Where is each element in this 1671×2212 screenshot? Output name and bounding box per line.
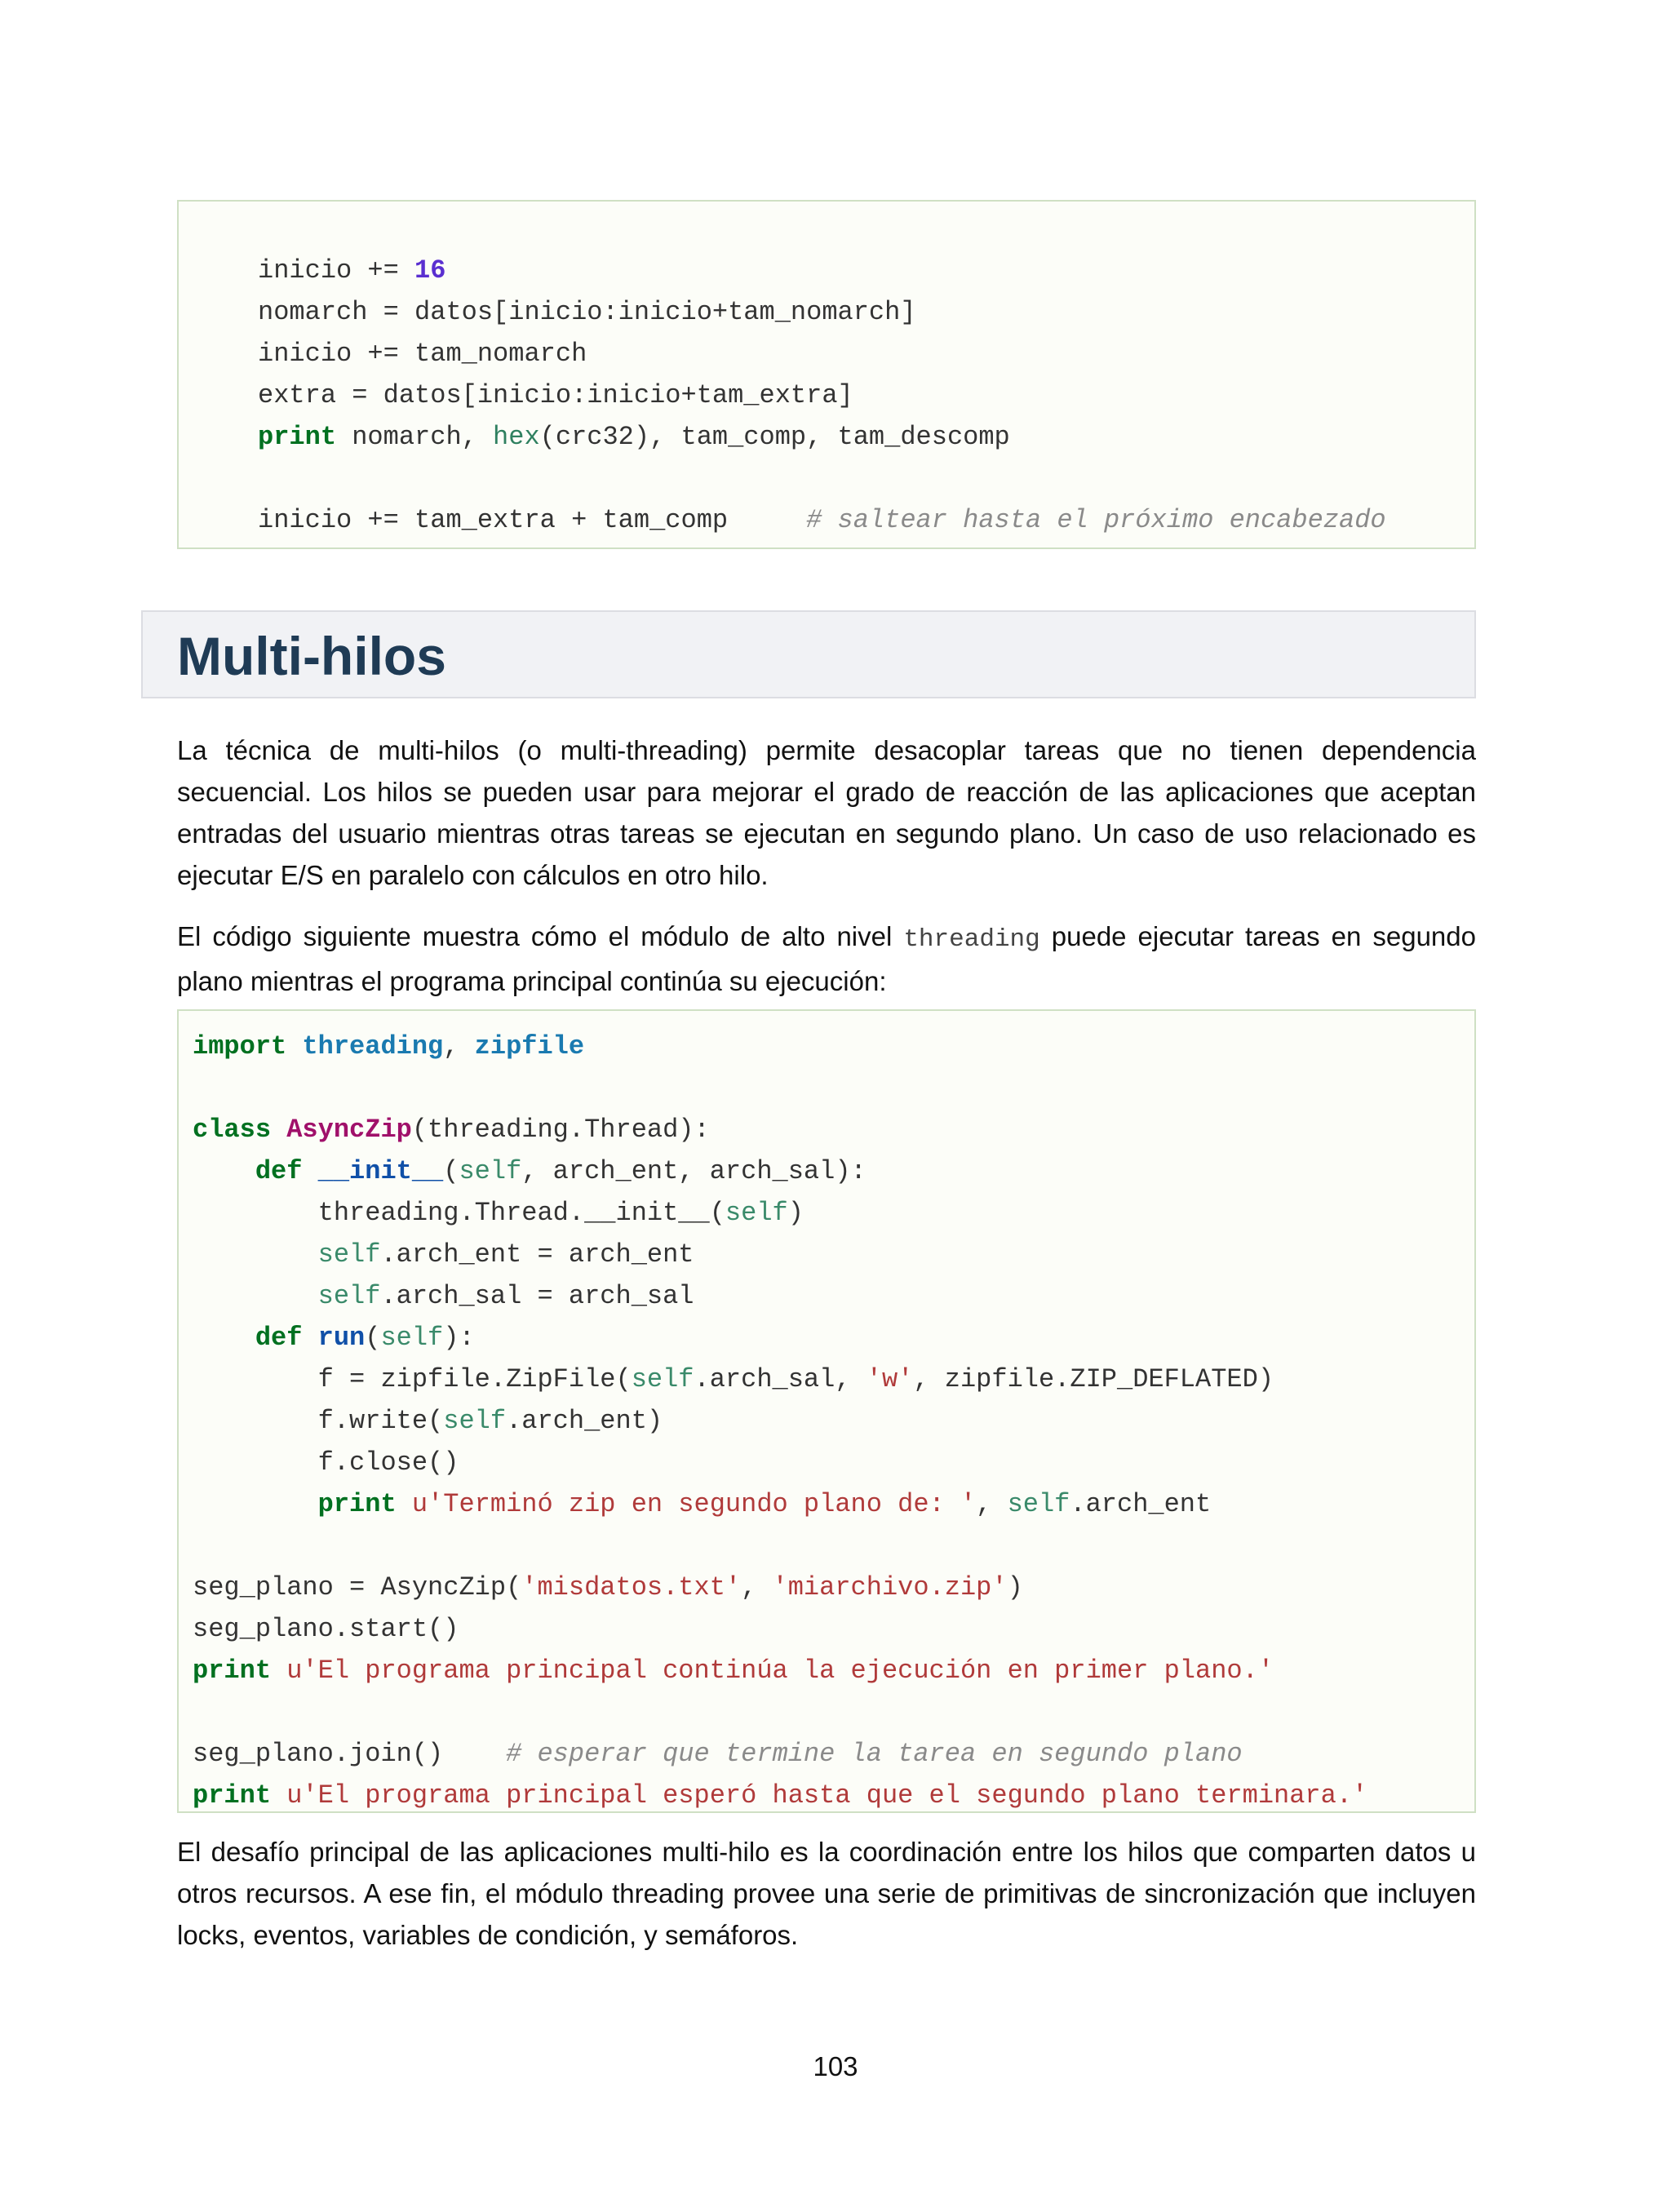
code-token — [271, 1656, 286, 1686]
code-top-lines — [258, 250, 1474, 541]
code-token — [302, 1156, 317, 1186]
code-line — [193, 1691, 1474, 1733]
code-token: threading — [302, 1031, 444, 1062]
code-block-main — [177, 1009, 1476, 1813]
code-token: print — [258, 422, 337, 452]
code-token: seg_plano.join() — [193, 1739, 507, 1769]
code-token: self — [459, 1156, 522, 1186]
code-token: hex — [493, 422, 540, 452]
code-line — [193, 1026, 1474, 1067]
code-token: self — [443, 1406, 507, 1436]
code-line — [193, 1359, 1474, 1400]
code-token: print — [193, 1780, 272, 1811]
code-token: f.close() — [193, 1447, 459, 1478]
code-line — [193, 1442, 1474, 1483]
code-main-lines — [193, 1026, 1474, 1816]
code-token — [193, 1239, 318, 1270]
code-token: import — [193, 1031, 287, 1062]
code-token: f.write( — [193, 1406, 444, 1436]
code-token: def — [255, 1323, 303, 1353]
code-token: , — [443, 1031, 475, 1062]
code-token: ) — [1007, 1572, 1023, 1602]
code-token: u'El programa principal continúa la ejecución en primer plano.' — [286, 1656, 1274, 1686]
code-token: __init__ — [317, 1156, 444, 1186]
code-token: AsyncZip — [286, 1115, 412, 1145]
code-token: inicio += tam_nomarch — [258, 339, 587, 369]
code-token: , — [741, 1572, 773, 1602]
code-token: inicio += tam_extra + tam_comp — [258, 505, 807, 535]
paragraph-code-intro — [177, 915, 1476, 1002]
page-number: 103 — [813, 2051, 858, 2081]
code-token: zipfile — [474, 1031, 585, 1062]
code-line — [258, 499, 1474, 541]
code-token: 'miarchivo.zip' — [772, 1572, 1008, 1602]
section-heading — [141, 610, 1476, 698]
code-line — [193, 1400, 1474, 1442]
code-token: 16 — [414, 255, 446, 286]
code-line — [193, 1525, 1474, 1567]
code-token: nomarch, — [336, 422, 494, 452]
inline-code-threading: threading — [903, 925, 1040, 954]
code-line — [193, 1483, 1474, 1525]
code-token: self — [380, 1323, 444, 1353]
code-token: inicio += — [258, 255, 415, 286]
code-block-top — [177, 200, 1476, 549]
code-line — [193, 1733, 1474, 1775]
paragraph-code-intro-after: puede ejecutar tareas en segundo plano mientras el programa principal continúa su ejecución: — [177, 921, 1476, 996]
code-token: (crc32), tam_comp, tam_descomp — [539, 422, 1010, 452]
code-token: extra = datos[inicio:inicio+tam_extra] — [258, 380, 853, 410]
code-line — [193, 1067, 1474, 1109]
code-token: .arch_ent — [1070, 1489, 1212, 1519]
code-token: , zipfile.ZIP_DEFLATED) — [913, 1364, 1274, 1394]
code-token: 'w' — [866, 1364, 914, 1394]
code-token: # esperar que termine la tarea en segundo plano — [506, 1739, 1243, 1769]
code-token: ( — [365, 1323, 381, 1353]
code-token: # saltear hasta el próximo encabezado — [806, 505, 1386, 535]
code-token: seg_plano.start() — [193, 1614, 459, 1644]
code-token: , arch_ent, arch_sal): — [521, 1156, 867, 1186]
code-line — [258, 250, 1474, 291]
code-line — [193, 1150, 1474, 1192]
code-line — [193, 1192, 1474, 1234]
code-line — [193, 1650, 1474, 1691]
code-line — [193, 1608, 1474, 1650]
code-line — [193, 1775, 1474, 1816]
code-token — [286, 1031, 302, 1062]
code-token: .arch_ent) — [506, 1406, 663, 1436]
code-token: def — [255, 1156, 303, 1186]
code-line — [193, 1317, 1474, 1359]
code-line — [258, 416, 1474, 458]
paragraph-code-intro-before: El código siguiente muestra cómo el módulo de alto nivel — [177, 921, 904, 951]
code-token: self — [317, 1239, 381, 1270]
code-line — [258, 375, 1474, 416]
code-line — [193, 1567, 1474, 1608]
code-line — [258, 458, 1474, 499]
code-token — [302, 1323, 317, 1353]
code-token: run — [317, 1323, 366, 1353]
code-token: u'El programa principal esperó hasta que el segundo plano terminara.' — [286, 1780, 1368, 1811]
code-token: ( — [443, 1156, 459, 1186]
code-token: print — [317, 1489, 397, 1519]
code-line — [193, 1275, 1474, 1317]
code-token — [397, 1489, 412, 1519]
paragraph-challenge: El desafío principal de las aplicaciones multi-hilo es la coordinación entre los hilos que comparten datos u otros recursos. A ese fin, el módulo threading provee una serie de primitivas de sincronización que incluyen locks, eventos, variables de condición, y semáforos. — [177, 1837, 1476, 1950]
code-token: seg_plano = AsyncZip( — [193, 1572, 522, 1602]
code-token: nomarch = datos[inicio:inicio+tam_nomarch] — [258, 297, 916, 327]
code-token — [271, 1115, 286, 1145]
code-token: ): — [443, 1323, 475, 1353]
code-token: threading.Thread.__init__( — [193, 1198, 725, 1228]
code-token: class — [193, 1115, 272, 1145]
section-title: Multi-hilos — [177, 626, 446, 686]
code-token: self — [725, 1198, 788, 1228]
code-token: self — [317, 1281, 381, 1311]
code-token: .arch_sal, — [694, 1364, 867, 1394]
code-token — [271, 1780, 286, 1811]
code-token — [193, 1156, 255, 1186]
code-token: .arch_ent = arch_ent — [380, 1239, 694, 1270]
code-token — [193, 1489, 318, 1519]
code-token: ) — [787, 1198, 804, 1228]
code-line — [193, 1109, 1474, 1150]
code-token: u'Terminó zip en segundo plano de: ' — [411, 1489, 977, 1519]
code-line — [258, 291, 1474, 333]
code-token: self — [631, 1364, 694, 1394]
code-token: .arch_sal = arch_sal — [380, 1281, 694, 1311]
code-token: 'misdatos.txt' — [521, 1572, 742, 1602]
code-token: print — [193, 1656, 272, 1686]
code-line — [193, 1234, 1474, 1275]
code-line — [258, 333, 1474, 375]
code-token: (threading.Thread): — [411, 1115, 710, 1145]
code-token: self — [1007, 1489, 1070, 1519]
code-token: , — [976, 1489, 1008, 1519]
paragraph-intro: La técnica de multi-hilos (o multi-threading) permite desacoplar tareas que no tienen dependencia secuencial. Los hilos se pueden usar para mejorar el grado de reacción de las aplicaciones que aceptan entradas del usuario mientras otras tareas se ejecutan en segundo plano. Un caso de uso relacionado es ejecutar E/S en paralelo con cálculos en otro hilo. — [177, 735, 1476, 890]
code-token: f = zipfile.ZipFile( — [193, 1364, 632, 1394]
code-token — [193, 1281, 318, 1311]
code-token — [193, 1323, 255, 1353]
